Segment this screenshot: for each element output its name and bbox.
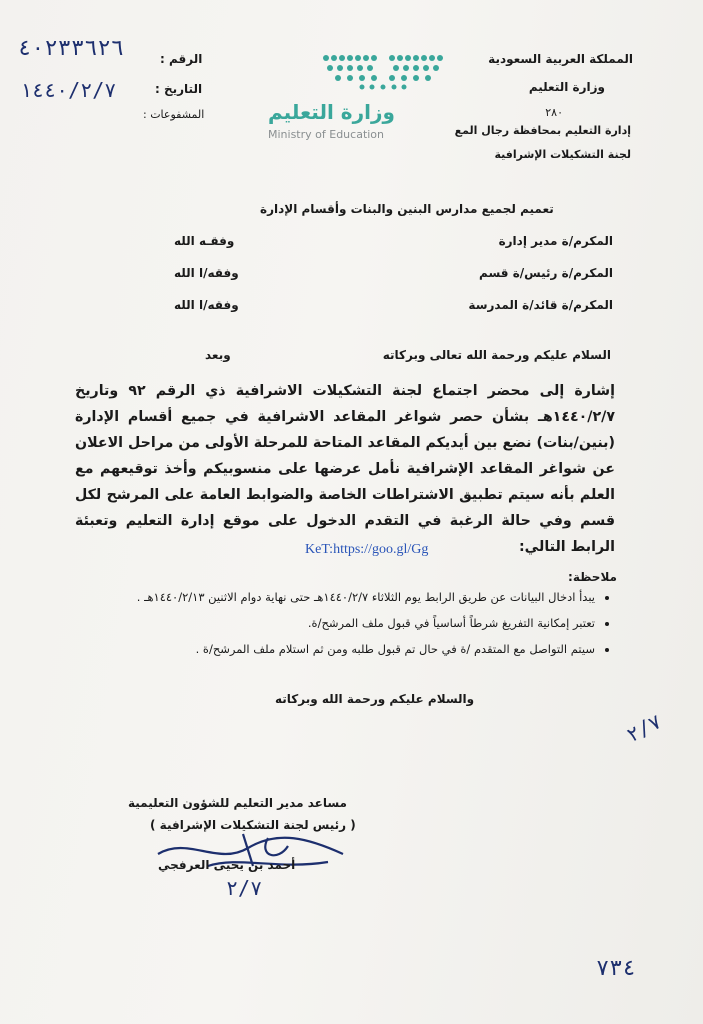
attachments-label: المشفوعات : [143, 108, 205, 121]
closing-greeting: والسلام عليكم ورحمة الله وبركاته [275, 692, 475, 706]
margin-handwriting: ٢/٧ [622, 708, 666, 748]
notes-list [137, 590, 613, 668]
greeting-after: وبعد [205, 348, 231, 362]
header-number: ٢٨٠ [545, 106, 563, 119]
signature-handwritten-mark: ٢/٧ [226, 876, 263, 900]
note-item: • يبدأ ادخال البيانات عن طريق الرابط يوم الثلاثاء ١٤٤٠/٢/٧هـ حتى نهاية دوام الاثنين ١٤٤٠/٢/١٣هـ . [137, 590, 595, 604]
signatory-title: مساعد مدير التعليم للشؤون التعليمية [128, 796, 347, 810]
note-item: • تعتبر إمكانية التفريغ شرطاً أساسياً في قبول ملف المرشح/ة. [137, 616, 595, 630]
ministry-logo-dots [322, 52, 444, 92]
addressee-to: المكرم/ة مدير إدارة [498, 234, 613, 248]
addressee-to: المكرم/ة قائد/ة المدرسة [468, 298, 613, 312]
header-directorate: إدارة التعليم بمحافظة رجال المع [454, 124, 631, 137]
date-label: التاريخ : [155, 82, 203, 96]
body-paragraph: إشارة إلى محضر اجتماع لجنة التشكيلات الاشرافية ذي الرقم ٩٢ وتاريخ ١٤٤٠/٢/٧هـ بشأن حصر شواغر المقاعد الاشرافية في جميع أقسام الإدارة (بنين/بنات) نضع بين أيديكم المقاعد المتاحة للمرحلة الأولى من مراحل الاعلان عن شواغر المقاعد الإشرافية نأمل عرضها على منسوبيكم وأخذ توقيعهم مع العلم بأنه سيتم تطبيق الاشتراطات الخاصة والضوابط العامة على المرشح لكل قسم وفي حالة الرغبة في التقدم الدخول على موقع إدارة التعليم وتعبئة الرابط التالي: [75, 383, 615, 555]
header-kingdom: المملكة العربية السعودية [488, 52, 633, 66]
addressee-blessing: وفقـه الله [174, 234, 235, 248]
number-label: الرقم : [160, 52, 203, 66]
handwritten-date: ١٤٤٠/٢/٧ [20, 78, 117, 102]
signatory-role: ( رئيس لجنة التشكيلات الإشرافية ) [150, 818, 356, 832]
greeting: السلام عليكم ورحمة الله تعالى وبركاته [382, 348, 611, 362]
note-item: • سيتم التواصل مع المتقدم /ة في حال تم قبول طلبه ومن ثم استلام ملف المرشح/ة . [137, 642, 595, 656]
registration-link[interactable]: KeT:https://goo.gl/Gg [305, 542, 429, 557]
circular-title: تعميم لجميع مدارس البنين والبنات وأقسام الإدارة [260, 202, 554, 216]
addressee-blessing: وفقه/ا الله [174, 298, 239, 312]
logo-english-text: Ministry of Education [268, 128, 385, 141]
header-committee: لجنة التشكيلات الإشرافية [494, 148, 631, 161]
logo-arabic-text: وزارة التعليم [268, 100, 395, 124]
handwritten-reference-number: ٤٠٢٣٣٦٢٦ [18, 36, 124, 61]
addressee-blessing: وفقه/ا الله [174, 266, 239, 280]
notes-label: ملاحظة: [568, 570, 617, 584]
header-ministry: وزارة التعليم [528, 80, 605, 94]
footer-handwritten-number: ٧٣٤ [596, 956, 636, 981]
signatory-name: أحمد بن يحيى العرفجي [158, 858, 296, 872]
addressee-to: المكرم/ة رئيس/ة قسم [479, 266, 613, 280]
